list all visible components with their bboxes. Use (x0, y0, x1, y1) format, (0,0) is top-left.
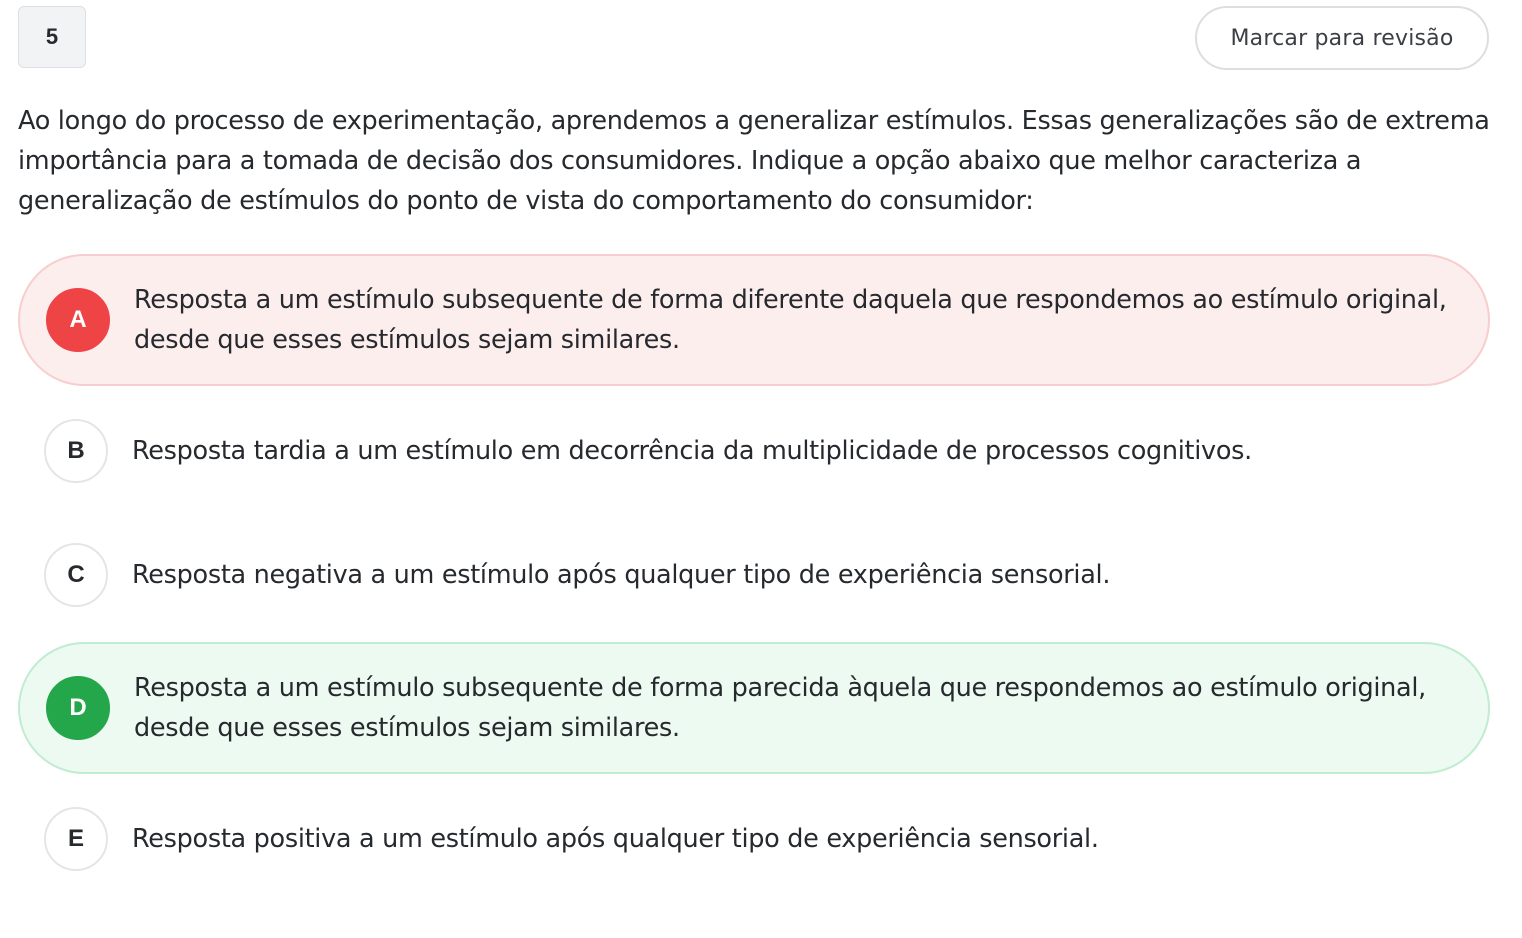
option-text-a: Resposta a um estímulo subsequente de forma diferente daquela que respondemos ao estímulo original, desde que esses estímulos sejam similares. (134, 285, 1447, 355)
option-text-b: Resposta tardia a um estímulo em decorrência da multiplicidade de processos cognitivos. (132, 436, 1252, 466)
option-a[interactable] (18, 254, 1490, 386)
option-letter-a: A (46, 288, 110, 352)
option-d[interactable] (18, 642, 1490, 774)
option-letter-c: C (44, 543, 108, 607)
option-text-c: Resposta negativa a um estímulo após qualquer tipo de experiência sensorial. (132, 560, 1111, 590)
option-letter-b: B (44, 419, 108, 483)
mark-for-review-button[interactable]: Marcar para revisão (1195, 6, 1489, 70)
option-text-e: Resposta positiva a um estímulo após qualquer tipo de experiência sensorial. (132, 824, 1099, 854)
option-text-d: Resposta a um estímulo subsequente de forma parecida àquela que respondemos ao estímulo original, desde que esses estímulos sejam similares. (134, 673, 1426, 743)
question-text: Ao longo do processo de experimentação, aprendemos a generalizar estímulos. Essas generalizações são de extrema importância para a tomada de decisão dos consumidores. Indique a opção abaixo que melhor caracteriza a generalização de estímulos do ponto de vista do comportamento do consumidor: (18, 106, 1490, 216)
option-e[interactable] (18, 806, 1490, 872)
option-c[interactable] (18, 542, 1490, 608)
option-b[interactable] (18, 418, 1490, 484)
question-number-badge: 5 (18, 6, 86, 68)
option-letter-e: E (44, 807, 108, 871)
option-letter-d: D (46, 676, 110, 740)
